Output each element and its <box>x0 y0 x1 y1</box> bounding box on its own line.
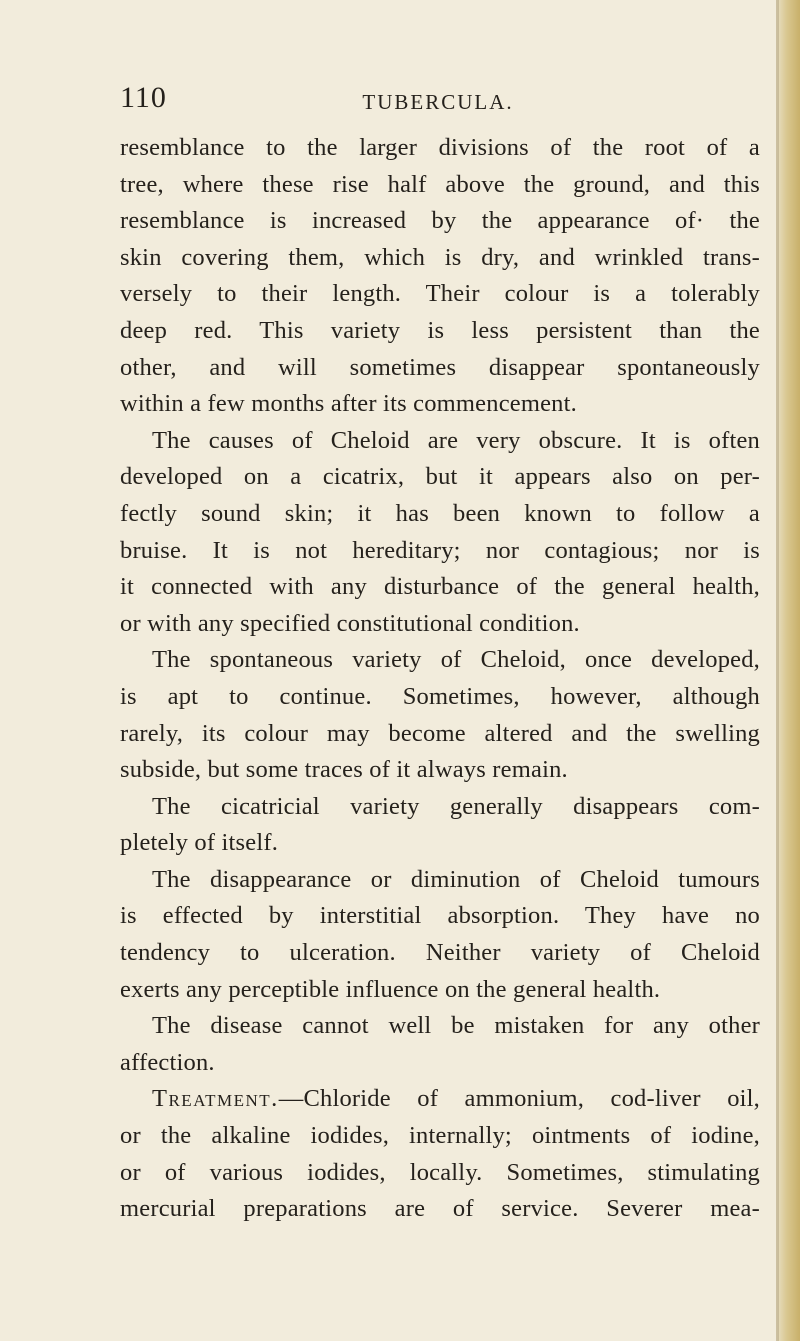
page-header <box>0 81 776 121</box>
text-line: developed on a cicatrix, but it appears also on per- <box>120 463 760 491</box>
text-line: pletely of itself. <box>120 829 279 857</box>
text-line: is apt to continue. Sometimes, however, although <box>120 682 760 710</box>
text-line: mercurial preparations are of service. Severer mea- <box>120 1195 760 1223</box>
text-line: bruise. It is not hereditary; nor contagious; nor is <box>120 536 760 564</box>
text-line: or of various iodides, locally. Sometimes, stimulating <box>120 1158 760 1186</box>
text-line: rarely, its colour may become altered and the swelling <box>120 719 760 747</box>
text-line: within a few months after its commencement. <box>120 390 577 418</box>
text-line: exerts any perceptible influence on the general health. <box>120 975 661 1003</box>
line-text: —Chloride of ammonium, cod-liver oil, <box>278 1085 760 1113</box>
text-line: The disease cannot well be mistaken for any other <box>152 1012 760 1040</box>
text-line: The spontaneous variety of Cheloid, once developed, <box>152 646 760 674</box>
page-edge <box>776 0 800 1341</box>
text-line: tendency to ulceration. Neither variety of Cheloid <box>120 939 760 967</box>
text-line: fectly sound skin; it has been known to follow a <box>120 499 760 527</box>
text-line: tree, where these rise half above the ground, and this <box>120 170 760 198</box>
text-line: The disappearance or diminution of Cheloid tumours <box>152 865 760 893</box>
text-line: The cicatricial variety generally disappears com- <box>152 792 760 820</box>
text-line: affection. <box>120 1048 215 1076</box>
text-line: The causes of Cheloid are very obscure. It is often <box>152 426 760 454</box>
text-line: it connected with any disturbance of the general health, <box>120 573 760 601</box>
body-text <box>120 130 760 1228</box>
text-line: subside, but some traces of it always remain. <box>120 756 568 784</box>
text-line: other, and will sometimes disappear spontaneously <box>120 353 760 381</box>
page-number: 110 <box>120 81 167 114</box>
text-line: is effected by interstitial absorption. They have no <box>120 902 760 930</box>
text-line <box>120 1081 760 1118</box>
running-head: TUBERCULA. <box>362 90 514 114</box>
text-line: resemblance to the larger divisions of the root of a <box>120 134 760 161</box>
text-line: deep red. This variety is less persistent than the <box>120 316 760 344</box>
text-line: skin covering them, which is dry, and wrinkled trans- <box>120 243 760 271</box>
text-line: or the alkaline iodides, internally; ointments of iodine, <box>120 1122 760 1150</box>
text-line: or with any specified constitutional condition. <box>120 609 580 637</box>
text-line: resemblance is increased by the appearance of· the <box>120 207 760 235</box>
section-lead: Treatment. <box>152 1085 279 1113</box>
text-line: versely to their length. Their colour is a tolerably <box>120 280 760 308</box>
